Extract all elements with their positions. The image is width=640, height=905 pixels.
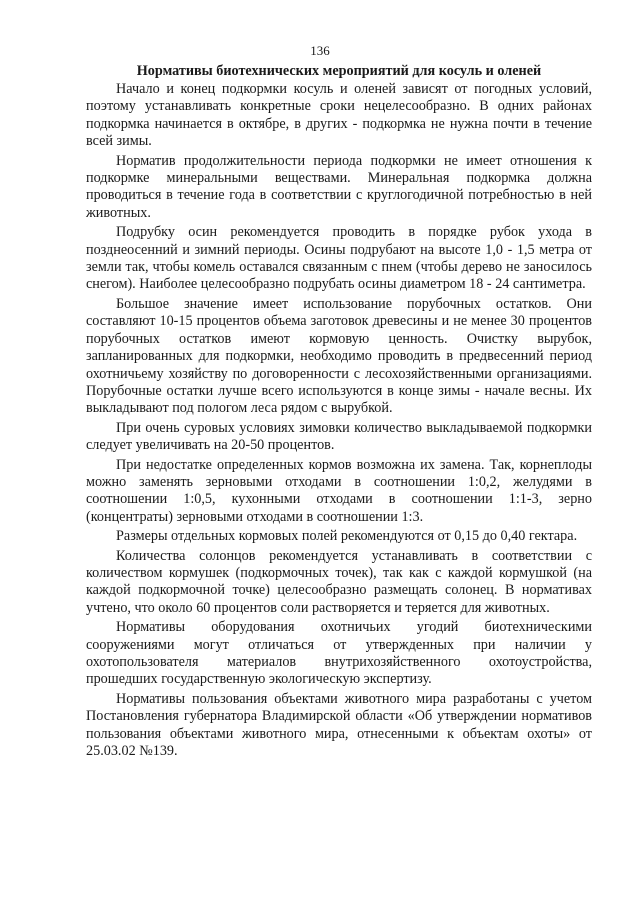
paragraph-salt-licks: Количества солонцов рекомендуется устанавливать в соответствии с количеством кормушек (подкормочных точек), так как с каждой кормушкой (на каждой подкормочной точке) целесообразно размещать солонец. В нормативах учтено, что около 60 процентов соли растворяется и теряется для животных. [86, 547, 592, 616]
paragraph-equipment-norms: Нормативы оборудования охотничьих угодий биотехническими сооружениями могут отличаться от утвержденных при наличии у охотопользователя материалов внутрихозяйственного охотоустройства, прошедших государственную экологическую экспертизу. [86, 619, 592, 688]
paragraph-feeding-timing: Начало и конец подкормки косуль и оленей зависят от погодных условий, поэтому устанавливать конкретные сроки нецелесообразно. В одних районах подкормка начинается в октябре, в других - подкормка не нужна почти в течение всей зимы. [86, 81, 592, 150]
paragraph-feed-field-size: Размеры отдельных кормовых полей рекомендуются от 0,15 до 0,40 гектара. [116, 528, 578, 545]
document-body [86, 62, 592, 762]
page-number: 136 [310, 43, 330, 58]
paragraph-aspen-cutting: Подрубку осин рекомендуется проводить в порядке рубок ухода в позднеосенний и зимний периоды. Осины подрубают на высоте 1,0 - 1,5 метра от земли так, чтобы комель оставался связанным с пнем (чтобы дерево не заносилось снегом). Наиболее целесообразно подрубать осины диаметром 18 - 24 сантиметра. [86, 224, 592, 293]
section-title: Нормативы биотехнических мероприятий для косуль и оленей [136, 63, 542, 79]
paragraph-harsh-conditions: При очень суровых условиях зимовки количество выкладываемой подкормки следует увеличивать на 20-50 процентов. [86, 419, 592, 454]
paragraph-mineral-feeding: Норматив продолжительности периода подкормки не имеет отношения к подкормке минеральными веществами. Минеральная подкормка должна проводиться в течение года в соответствии с круглогодичной потребностью в ней животных. [86, 152, 592, 221]
paragraph-usage-norms: Нормативы пользования объектами животного мира разработаны с учетом Постановления губернатора Владимирской области «Об утверждении нормативов пользования объектами животного мира, отнесенными к объектам охоты» от 25.03.02 №139. [86, 690, 592, 760]
paragraph-logging-residues: Большое значение имеет использование порубочных остатков. Они составляют 10-15 процентов объема заготовок древесины и не менее 30 процентов порубочных остатков имеют кормовую ценность. Очистку вырубок, запланированных для подкормки, необходимо проводить в предвесенний период охотничьему хозяйству по договоренности с лесохозяйственными организациями. Порубочные остатки лучше всего используются в конце зимы - начале весны. Их выкладывают под пологом леса рядом с вырубкой. [86, 295, 592, 417]
paragraph-feed-substitution: При недостатке определенных кормов возможна их замена. Так, корнеплоды можно заменять зерновыми отходами в соотношении 1:0,2, желудями в соотношении 1:0,5, кухонными отходами в соотношении 1:1-3, зерно (концентраты) зерновыми отходами в соотношении 1:3. [86, 456, 592, 525]
